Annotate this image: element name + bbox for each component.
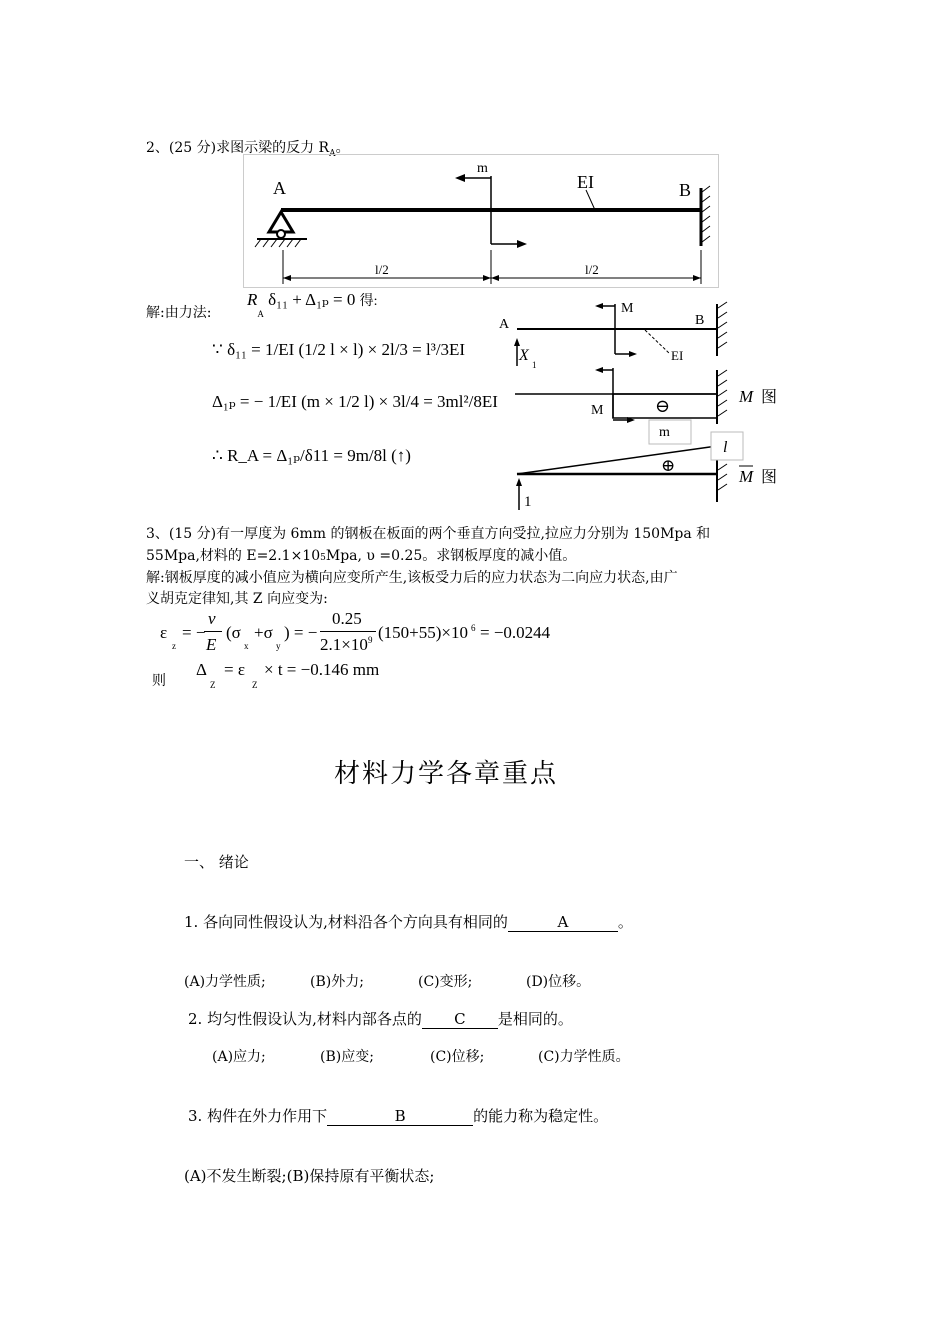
svg-text:M: M bbox=[621, 301, 634, 316]
label-m: m bbox=[477, 161, 488, 176]
svg-text:M: M bbox=[739, 387, 754, 406]
question-2: 2. 均匀性假设认为,材料内部各点的 C 是相同的。 bbox=[188, 1010, 573, 1028]
answer-blank-1: A bbox=[508, 913, 618, 932]
dim-left: l/2 bbox=[375, 262, 389, 277]
svg-text:1: 1 bbox=[524, 494, 532, 510]
moment-diagrams bbox=[495, 296, 795, 516]
label-b: B bbox=[679, 180, 692, 200]
svg-text:m: m bbox=[659, 425, 670, 440]
dim-right: l/2 bbox=[585, 262, 599, 277]
problem3-sol1: 解:钢板厚度的减小值应为横向应变所产生,该板受力后的应力状态为二向应力状态,由广 bbox=[146, 570, 678, 586]
question-3: 3. 构件在外力作用下 B 的能力称为稳定性。 bbox=[188, 1107, 609, 1125]
solution-prefix: 解:由力法: bbox=[146, 305, 212, 321]
eq-delta1p: Δ₁ₚ = − 1/EI (m × 1/2 l) × 3l/4 = 3ml²/8EI bbox=[212, 392, 498, 411]
answer-blank-2: C bbox=[422, 1010, 498, 1029]
then-label: 则 bbox=[152, 673, 166, 689]
svg-text:EI: EI bbox=[671, 348, 684, 363]
label-ei: EI bbox=[577, 172, 594, 192]
eq-delta11: ∵ δ₁₁ = 1/EI (1/2 l × l) × 2l/3 = l³/3EI bbox=[212, 340, 466, 359]
svg-text:B: B bbox=[695, 313, 705, 328]
question-1: 1. 各向同性假设认为,材料沿各个方向具有相同的 A 。 bbox=[184, 913, 633, 931]
label-a: A bbox=[273, 178, 286, 198]
svg-text:⊕: ⊕ bbox=[661, 456, 676, 475]
strain-equation: ε z = − ν E (σ x +σ y ) = − 0.25 2.1×10 9 (150+55)×10 6 = −0.0244 bbox=[160, 609, 551, 654]
delta-equation: Δ Z = ε Z × t = −0.146 mm bbox=[196, 660, 380, 690]
answer-blank-3: B bbox=[327, 1107, 473, 1126]
svg-text:X: X bbox=[519, 347, 529, 364]
svg-text:A: A bbox=[499, 317, 510, 332]
problem3-sol2: 义胡克定律知,其 Z 向应变为: bbox=[146, 591, 328, 607]
svg-text:图: 图 bbox=[761, 389, 778, 406]
problem3-line1: 3、(15 分)有一厚度为 6mm 的钢板在板面的两个垂直方向受拉,拉应力分别为 150Mpa 和 bbox=[146, 526, 711, 542]
svg-text:M: M bbox=[739, 467, 754, 486]
svg-text:⊖: ⊖ bbox=[655, 396, 671, 416]
beam-figure bbox=[243, 154, 719, 288]
compat-equation: $R_A$ δ₁₁ + Δ₁ₚ = 0 得: bbox=[247, 290, 378, 319]
question-3-options: (A)不发生断裂;(B)保持原有平衡状态; bbox=[184, 1167, 435, 1185]
svg-text:图: 图 bbox=[761, 469, 778, 486]
chapter-heading: 一、 绪论 bbox=[184, 853, 249, 871]
problem2-heading: 2、(25 分)求图示梁的反力 $R_A$。 bbox=[146, 140, 350, 159]
problem3-line2: 55Mpa,材料的 E=2.1×105Mpa, υ =0.25。求钢板厚度的减小值。 bbox=[146, 548, 577, 564]
svg-text:l: l bbox=[723, 439, 728, 456]
svg-text:M: M bbox=[591, 403, 604, 418]
section-title: 材料力学各章重点 bbox=[334, 759, 559, 789]
eq-reaction: ∴ R_A = Δ₁ₚ/δ11 = 9m/8l (↑) bbox=[212, 446, 411, 465]
svg-text:1: 1 bbox=[532, 360, 537, 370]
